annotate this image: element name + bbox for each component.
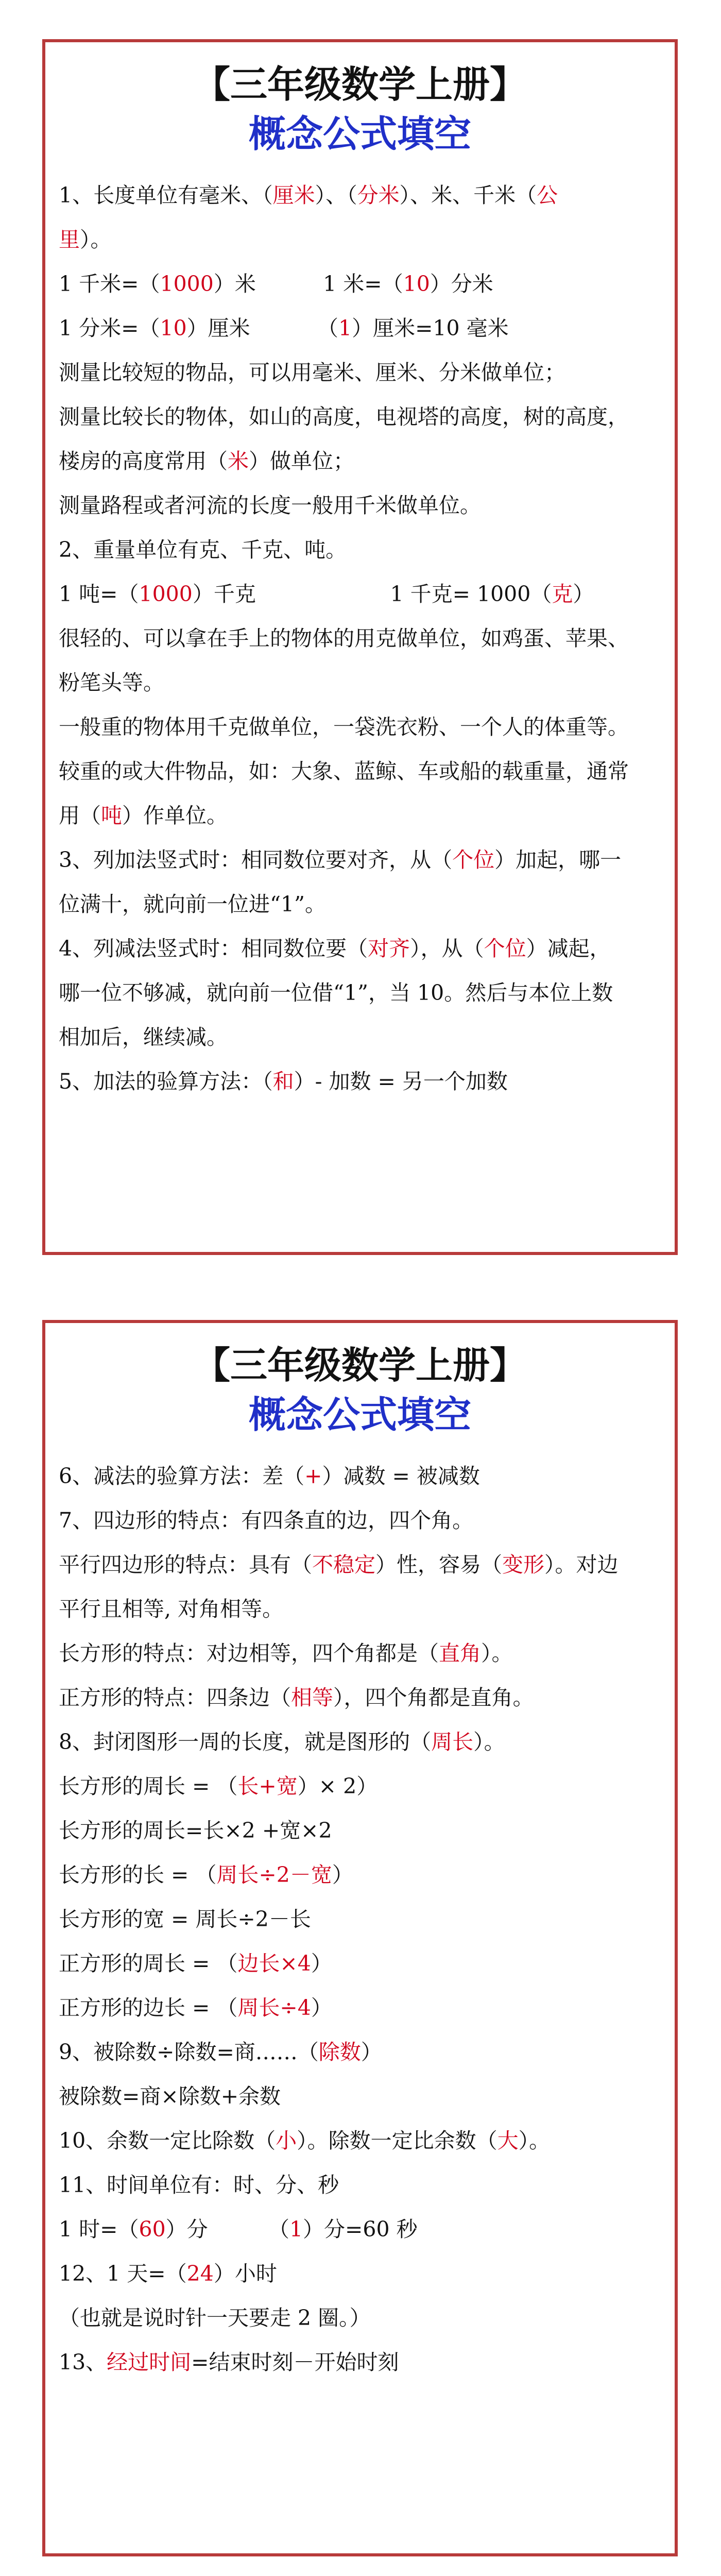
line-text: ）、米、千米（: [399, 183, 537, 208]
answer-text: 不稳定: [312, 1552, 375, 1577]
line-text: ）× 2）: [297, 1774, 378, 1799]
text-line: [59, 439, 661, 483]
line-text: 一般重的物体用千克做单位，一袋洗衣粉、一个人的体重等。: [59, 715, 629, 739]
line-text: =结束时刻－开始时刻: [191, 2350, 399, 2375]
line-text: ）分米: [430, 272, 493, 296]
text-line: [59, 2074, 661, 2119]
text-line: [59, 306, 661, 350]
line-text: ）加起，哪一: [494, 848, 622, 872]
card-2: [42, 1320, 678, 2556]
line-text: ）。: [481, 1641, 513, 1666]
answer-text: 周长: [431, 1730, 474, 1754]
card-lines: [59, 1454, 661, 2384]
card-lines: [59, 173, 661, 1104]
text-line: [59, 2251, 661, 2296]
line-text: 长方形的特点：对边相等，四个角都是（: [59, 1641, 439, 1666]
line-text: 7、四边形的特点：有四条直的边，四个角。: [59, 1508, 474, 1533]
text-line: [59, 173, 661, 217]
line-text: 1 分米=（: [59, 316, 160, 341]
line-text: ）分 （: [165, 2217, 289, 2242]
text-line: [59, 660, 661, 705]
text-line: [59, 2119, 661, 2163]
line-text: ）、（: [315, 183, 357, 208]
answer-text: 周长÷2－宽: [216, 1862, 332, 1887]
answer-text: 相等: [291, 1685, 333, 1710]
text-line: [59, 2340, 661, 2384]
line-text: 1、长度单位有毫米、（: [59, 183, 273, 208]
line-text: ）做单位；: [249, 449, 354, 473]
line-text: 测量比较长的物体，如山的高度，电视塔的高度，树的高度，: [59, 404, 629, 429]
text-line: [59, 1675, 661, 1720]
text-line: [59, 2030, 661, 2074]
line-text: 测量比较短的物品，可以用毫米、厘米、分米做单位；: [59, 360, 565, 385]
answer-text: 长+宽: [237, 1774, 298, 1799]
text-line: [59, 838, 661, 882]
line-text: ）。: [473, 1730, 505, 1754]
line-text: ），从（: [410, 936, 484, 961]
answer-text: 24: [186, 2261, 214, 2286]
text-line: [59, 793, 661, 838]
text-line: [59, 1059, 661, 1104]
line-text: 长方形的周长=长×2 +宽×2: [59, 1818, 332, 1843]
answer-text: 经过时间: [107, 2350, 192, 2375]
line-text: 4、列减法竖式时：相同数位要（: [59, 936, 368, 961]
line-text: 3、列加法竖式时：相同数位要对齐，从（: [59, 848, 453, 872]
text-line: [59, 1454, 661, 1498]
line-text: 楼房的高度常用（: [59, 449, 228, 473]
answer-text: 厘米: [272, 183, 315, 208]
text-line: [59, 528, 661, 572]
answer-text: 周长÷4: [237, 1995, 311, 2020]
answer-text: 小: [276, 2128, 297, 2153]
answer-text: 除数: [318, 2040, 361, 2064]
line-text: 正方形的周长 = （: [59, 1951, 238, 1976]
answer-text: 公: [537, 183, 558, 208]
text-line: [59, 217, 661, 262]
line-text: 正方形的特点：四条边（: [59, 1685, 291, 1710]
answer-text: 里: [59, 227, 80, 252]
text-line: [59, 1543, 661, 1587]
line-text: ）。对边: [544, 1552, 619, 1577]
text-line: [59, 1986, 661, 2030]
text-line: [59, 971, 661, 1015]
line-text: ）厘米 （: [186, 316, 338, 341]
line-text: ）。除数一定比余数（: [297, 2128, 497, 2153]
answer-text: 个位: [452, 848, 495, 872]
line-text: ）: [311, 1995, 332, 2020]
text-line: [59, 350, 661, 395]
answer-text: 对齐: [368, 936, 410, 961]
line-text: 正方形的边长 = （: [59, 1995, 238, 2020]
line-text: ）: [573, 582, 594, 606]
line-text: 哪一位不够减，就向前一位借“1”，当 10。然后与本位上数: [59, 980, 613, 1005]
line-text: 1 千米=（: [59, 272, 160, 296]
text-line: [59, 1587, 661, 1631]
answer-text: 10: [403, 272, 430, 296]
answer-text: 10: [160, 316, 187, 341]
line-text: 长方形的长 = （: [59, 1862, 217, 1887]
answer-text: 直角: [439, 1641, 481, 1666]
text-line: [59, 705, 661, 749]
line-text: （也就是说时针一天要走 2 圈。）: [59, 2306, 371, 2330]
answer-text: 吨: [101, 803, 122, 828]
line-text: 5、加法的验算方法：（: [59, 1069, 273, 1094]
line-text: ）: [311, 1951, 332, 1976]
answer-text: 大: [497, 2128, 519, 2153]
line-text: ）米 1 米=（: [213, 272, 403, 296]
card-title: 【三年级数学上册】: [193, 63, 527, 106]
text-line: [59, 572, 661, 616]
line-text: 被除数=商×除数+余数: [59, 2084, 281, 2109]
line-text: 12、1 天=（: [59, 2261, 187, 2286]
answer-text: 1000: [160, 272, 214, 296]
line-text: ）小时: [213, 2261, 277, 2286]
text-line: [59, 1498, 661, 1543]
answer-text: 变形: [502, 1552, 544, 1577]
line-text: 6、减法的验算方法：差（: [59, 1464, 305, 1488]
answer-text: 米: [228, 449, 249, 473]
answer-text: 个位: [484, 936, 526, 961]
line-text: ）: [332, 1862, 353, 1887]
line-text: 位满十，就向前一位进“1”。: [59, 892, 327, 917]
text-line: [59, 483, 661, 528]
text-line: [59, 2163, 661, 2207]
text-line: [59, 1853, 661, 1897]
line-text: 9、被除数÷除数=商……（: [59, 2040, 319, 2064]
line-text: ）减起，: [526, 936, 611, 961]
line-text: ）分=60 秒: [303, 2217, 418, 2242]
answer-text: 分米: [357, 183, 400, 208]
line-text: ）。: [80, 227, 112, 252]
text-line: [59, 1941, 661, 1986]
text-line: [59, 2296, 661, 2340]
text-line: [59, 1015, 661, 1059]
text-line: [59, 1631, 661, 1675]
line-text: ）作单位。: [122, 803, 228, 828]
line-text: 8、封闭图形一周的长度，就是图形的（: [59, 1730, 432, 1754]
line-text: ）性，容易（: [375, 1552, 502, 1577]
line-text: 1 时=（: [59, 2217, 139, 2242]
answer-text: 60: [139, 2217, 166, 2242]
answer-text: 1: [338, 316, 352, 341]
line-text: 用（: [59, 803, 101, 828]
line-text: ）: [360, 2040, 382, 2064]
line-text: 长方形的周长 = （: [59, 1774, 238, 1799]
answer-text: +: [304, 1464, 322, 1488]
text-line: [59, 749, 661, 793]
text-line: [59, 1764, 661, 1808]
line-text: ）- 加数 = 另一个加数: [294, 1069, 508, 1094]
answer-text: 克: [552, 582, 573, 606]
card-subtitle: 概念公式填空: [248, 1393, 471, 1436]
card-1: [42, 39, 678, 1255]
line-text: ）厘米=10 毫米: [352, 316, 509, 341]
text-line: [59, 2207, 661, 2251]
text-line: [59, 1720, 661, 1764]
line-text: 长方形的宽 = 周长÷2－长: [59, 1907, 311, 1931]
card-subtitle: 概念公式填空: [248, 112, 471, 156]
line-text: 11、时间单位有：时、分、秒: [59, 2173, 339, 2197]
line-text: 很轻的、可以拿在手上的物体的用克做单位，如鸡蛋、苹果、: [59, 626, 629, 651]
line-text: 10、余数一定比除数（: [59, 2128, 276, 2153]
line-text: 较重的或大件物品，如：大象、蓝鲸、车或船的载重量，通常: [59, 759, 629, 784]
card-title: 【三年级数学上册】: [193, 1344, 527, 1387]
answer-text: 和: [272, 1069, 294, 1094]
text-line: [59, 262, 661, 306]
line-text: 平行四边形的特点：具有（: [59, 1552, 312, 1577]
text-line: [59, 395, 661, 439]
answer-text: 1000: [139, 582, 193, 606]
line-text: 1 吨=（: [59, 582, 139, 606]
line-text: 粉笔头等。: [59, 670, 164, 695]
line-text: ）减数 = 被减数: [322, 1464, 480, 1488]
line-text: ）千克 1 千克= 1000（: [192, 582, 552, 606]
text-line: [59, 1808, 661, 1853]
line-text: 相加后，继续减。: [59, 1025, 228, 1049]
line-text: 2、重量单位有克、千克、吨。: [59, 537, 347, 562]
text-line: [59, 926, 661, 971]
line-text: 测量路程或者河流的长度一般用千米做单位。: [59, 493, 481, 518]
line-text: 平行且相等, 对角相等。: [59, 1597, 284, 1621]
line-text: 13、: [59, 2350, 107, 2375]
text-line: [59, 616, 661, 660]
text-line: [59, 1897, 661, 1941]
answer-text: 边长×4: [237, 1951, 311, 1976]
answer-text: 1: [289, 2217, 303, 2242]
line-text: ），四个角都是直角。: [333, 1685, 534, 1710]
text-line: [59, 882, 661, 926]
line-text: ）。: [518, 2128, 551, 2153]
